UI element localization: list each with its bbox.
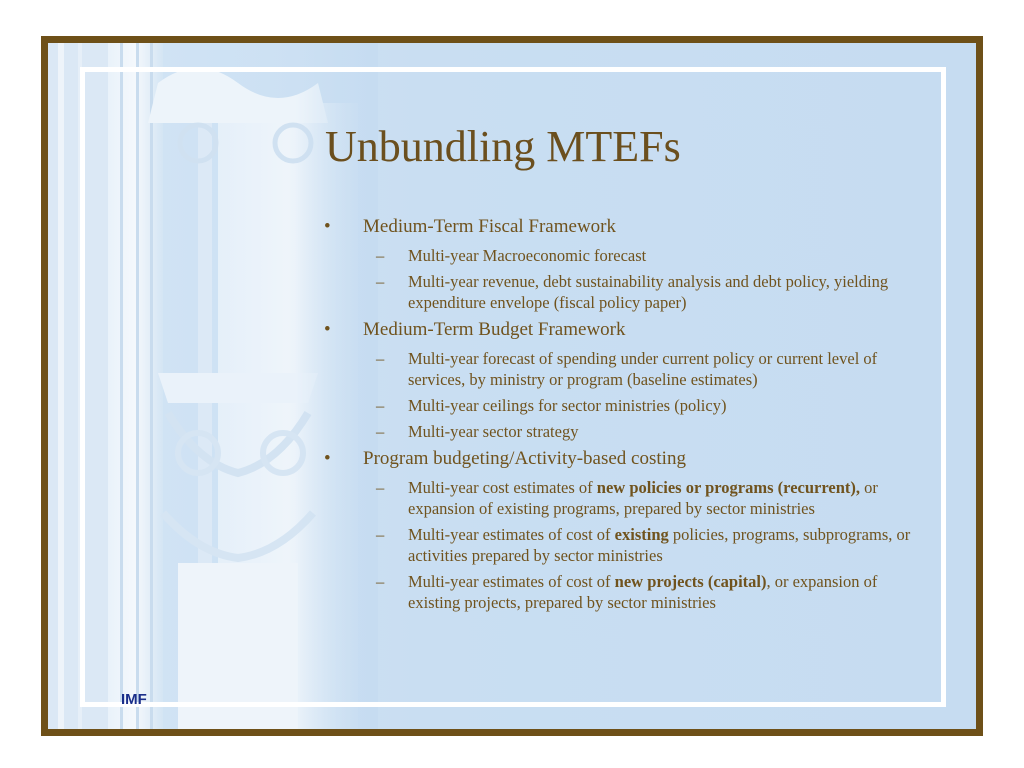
slide-canvas: [48, 43, 976, 729]
bullet-text: Program budgeting/Activity-based costing: [363, 448, 686, 469]
sub-bullet-item: [318, 421, 918, 442]
sub-bullet-item: [318, 348, 918, 390]
slide-content: [318, 215, 918, 618]
sub-bullet-text: , or expansion of existing projects, prepared by sector ministries: [408, 572, 878, 612]
dash-marker: –: [376, 349, 385, 368]
bullet-marker: •: [324, 448, 331, 469]
sub-bullet-text: Multi-year estimates of cost of: [408, 525, 615, 544]
dash-marker: –: [376, 396, 385, 415]
bullet-marker: •: [324, 216, 331, 237]
sub-bullet-text: Multi-year cost estimates of: [408, 478, 597, 497]
sub-bullet-item: [318, 571, 918, 613]
sub-bullet-item: [318, 477, 918, 519]
slide-frame: [41, 36, 983, 736]
dash-marker: –: [376, 572, 385, 591]
emphasis-text: new policies or programs (recurrent),: [596, 478, 860, 497]
sub-bullet-text: Multi-year revenue, debt sustainability analysis and debt policy, yielding expenditure envelope (fiscal policy paper): [408, 272, 889, 312]
bullet-item: [318, 215, 918, 239]
emphasis-text: new projects (capital): [614, 572, 767, 591]
sub-bullet-text: or expansion of existing programs, prepared by sector ministries: [408, 478, 878, 518]
bullet-item: [318, 447, 918, 471]
dash-marker: –: [376, 422, 385, 441]
sub-bullet-item: [318, 271, 918, 313]
sub-bullet-text: Multi-year sector strategy: [408, 422, 579, 441]
sub-bullet-text: Multi-year ceilings for sector ministries (policy): [408, 396, 727, 415]
dash-marker: –: [376, 525, 385, 544]
dash-marker: –: [376, 272, 385, 291]
dash-marker: –: [376, 246, 385, 265]
bullet-marker: •: [324, 319, 331, 340]
bullet-text: Medium-Term Budget Framework: [363, 319, 626, 340]
imf-logo: IMF: [121, 691, 147, 708]
dash-marker: –: [376, 478, 385, 497]
sub-bullet-text: Multi-year estimates of cost of: [408, 572, 615, 591]
sub-bullet-text: Multi-year forecast of spending under current policy or current level of services, by ministry or program (baseline estimates): [408, 349, 878, 389]
bullet-item: [318, 318, 918, 342]
sub-bullet-text: Multi-year Macroeconomic forecast: [408, 246, 647, 265]
emphasis-text: existing: [614, 525, 669, 544]
sub-bullet-item: [318, 245, 918, 266]
slide-title: Unbundling MTEFs: [325, 122, 681, 171]
sub-bullet-item: [318, 524, 918, 566]
bullet-text: Medium-Term Fiscal Framework: [363, 216, 617, 237]
sub-bullet-item: [318, 395, 918, 416]
sub-bullet-text: policies, programs, subprograms, or activities prepared by sector ministries: [408, 525, 911, 565]
